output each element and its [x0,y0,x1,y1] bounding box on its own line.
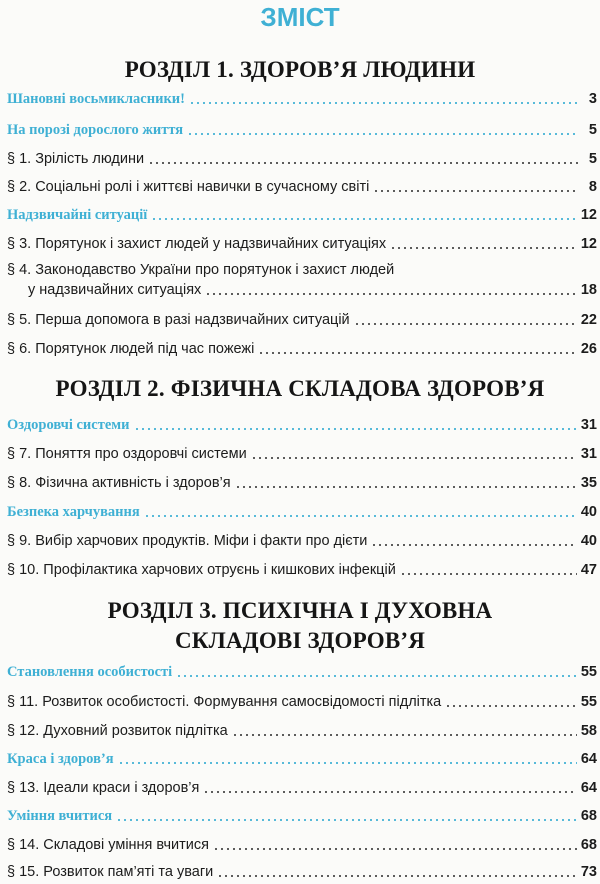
toc-entry-title: у надзвичайних ситуаціях [28,282,202,298]
page-title: ЗМІСТ [260,2,340,32]
dot-leader [116,819,577,821]
dot-leader [373,190,579,192]
toc-topic-2[interactable] [7,117,597,139]
toc-entry-title: § 8. Фізична активність і здоров’я [7,475,231,491]
toc-topic-1[interactable] [7,86,597,108]
toc-page-number: 68 [580,808,597,824]
toc-page-number: 5 [588,122,597,138]
section-heading-3-line-2: СКЛАДОВІ ЗДОРОВ’Я [174,628,426,653]
dot-leader [144,515,577,517]
toc-paragraph-5[interactable] [7,307,597,329]
toc-paragraph-11[interactable] [7,689,597,711]
toc-page-number: 40 [580,533,597,549]
section-heading-3-line-1: РОЗДІЛ 3. ПСИХІЧНА І ДУХОВНА [107,598,493,623]
dot-leader [232,734,577,736]
toc-topic-7[interactable] [7,746,597,768]
toc-paragraph-4-line-2[interactable] [28,277,597,299]
toc-topic-3[interactable] [7,202,597,224]
toc-topic-6[interactable] [7,659,597,681]
dot-leader [390,247,577,249]
toc-page-number: 58 [580,723,597,739]
toc-page-number: 8 [588,179,597,195]
dot-leader [176,675,577,677]
toc-paragraph-1[interactable] [7,146,597,168]
toc-page-number: 55 [580,664,597,680]
dot-leader [400,573,577,575]
dot-leader [203,791,577,793]
toc-page-number: 40 [580,504,597,520]
toc-paragraph-6[interactable] [7,336,597,358]
toc-page-number: 68 [580,837,597,853]
toc-page-number: 35 [580,475,597,491]
toc-topic-4[interactable] [7,412,597,434]
toc-entry-title: § 15. Розвиток пам’яті та уваги [7,864,214,880]
dot-leader [151,218,577,220]
toc-page-number: 64 [580,780,597,796]
dot-leader [148,162,579,164]
toc-page-number: 31 [580,446,597,462]
toc-page-number: 31 [580,417,597,433]
toc-paragraph-12[interactable] [7,718,597,740]
toc-entry-title: § 3. Порятунок і захист людей у надзвичайних ситуаціях [7,236,387,252]
toc-entry-title: На порозі дорослого життя [7,122,184,138]
toc-entry-title: § 5. Перша допомога в разі надзвичайних ситуацій [7,312,350,328]
toc-entry-title: § 10. Профілактика харчових отруєнь і кишкових інфекцій [7,562,396,578]
dot-leader [205,293,577,295]
toc-page-number: 55 [580,694,597,710]
dot-leader [187,133,579,135]
toc-page-number: 73 [580,864,597,880]
dot-leader [235,486,577,488]
toc-page-number: 47 [580,562,597,578]
toc-entry-title: § 13. Ідеали краси і здоров’я [7,780,200,796]
section-heading-2: РОЗДІЛ 2. ФІЗИЧНА СКЛАДОВА ЗДОРОВ’Я [55,376,545,401]
dot-leader [371,544,576,546]
toc-topic-8[interactable] [7,803,597,825]
toc-page-number: 12 [580,207,597,223]
toc-entry-title: § 6. Порятунок людей під час пожежі [7,341,255,357]
toc-entry-title: Краса і здоров’я [7,751,114,767]
section-heading-1: РОЗДІЛ 1. ЗДОРОВ’Я ЛЮДИНИ [124,57,476,82]
toc-entry-title: § 7. Поняття про оздоровчі системи [7,446,247,462]
toc-paragraph-10[interactable] [7,557,597,579]
toc-entry-title: § 2. Соціальні ролі і життєві навички в сучасному світі [7,179,370,195]
toc-entry-title: § 1. Зрілість людини [7,151,145,167]
toc-entry-title: § 12. Духовний розвиток підлітка [7,723,228,739]
dot-leader [118,762,577,764]
dot-leader [134,428,577,430]
toc-page-number: 64 [580,751,597,767]
toc-paragraph-14[interactable] [7,832,597,854]
toc-entry-title: Уміння вчитися [7,808,113,824]
toc-entry-title: Становлення особистості [7,664,173,680]
toc-page-number: 22 [580,312,597,328]
toc-entry-title: Надзвичайні ситуації [7,207,148,223]
toc-paragraph-3[interactable] [7,231,597,253]
toc-entry-title: Оздоровчі системи [7,417,130,433]
toc-entry-title: Шановні восьмикласники! [7,91,185,107]
dot-leader [217,875,577,877]
dot-leader [213,848,577,850]
dot-leader [189,102,579,104]
dot-leader [258,352,577,354]
toc-paragraph-2[interactable] [7,174,597,196]
toc-page-number: 12 [580,236,597,252]
toc-paragraph-15[interactable] [7,859,597,881]
toc-page-number: 26 [580,341,597,357]
toc-topic-5[interactable] [7,499,597,521]
dot-leader [445,705,577,707]
toc-entry-title: § 14. Складові уміння вчитися [7,837,209,853]
toc-page-number: 5 [588,151,597,167]
toc-page-number: 18 [580,282,597,298]
dot-leader [251,457,577,459]
toc-paragraph-9[interactable] [7,528,597,550]
toc-entry-title: Безпека харчування [7,504,140,520]
toc-paragraph-7[interactable] [7,441,597,463]
toc-paragraph-8[interactable] [7,470,597,492]
toc-entry-title: § 9. Вибір харчових продуктів. Міфи і факти про дієти [7,533,368,549]
toc-paragraph-4-line-1[interactable]: § 4. Законодавство України про порятунок і захист людей [7,262,395,278]
dot-leader [354,323,577,325]
toc-page-number: 3 [588,91,597,107]
toc-paragraph-13[interactable] [7,775,597,797]
toc-entry-title: § 11. Розвиток особистості. Формування самосвідомості підлітка [7,694,442,710]
